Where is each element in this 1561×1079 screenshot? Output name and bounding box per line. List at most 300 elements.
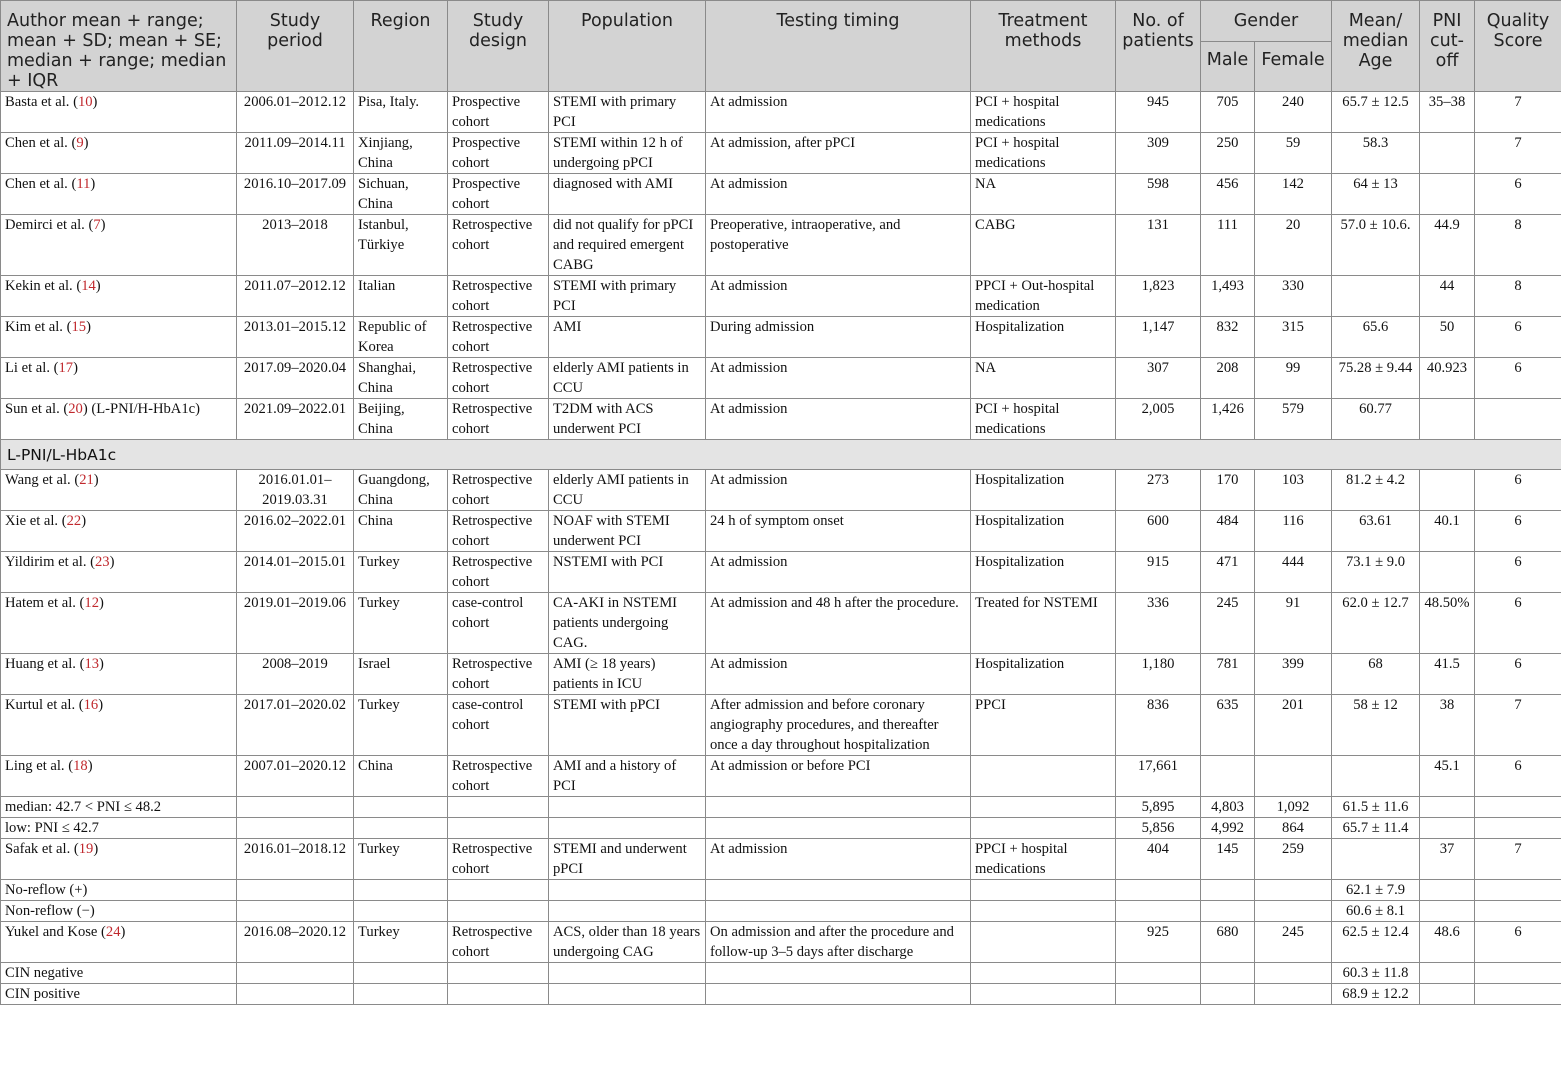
reference-number: 19 bbox=[78, 841, 94, 857]
study-period-cell: 2017.09–2020.04 bbox=[237, 358, 354, 399]
study-design-cell: Retrospective cohort bbox=[448, 470, 549, 511]
pni-cell: 48.6 bbox=[1420, 922, 1475, 963]
table-row bbox=[1, 358, 1561, 399]
female-cell bbox=[1255, 756, 1332, 797]
author-cell bbox=[1, 133, 237, 174]
author-suffix: ) bbox=[95, 278, 101, 294]
author-suffix: ) bbox=[87, 758, 93, 774]
female-cell: 245 bbox=[1255, 922, 1332, 963]
study-period-cell bbox=[237, 818, 354, 839]
table-row bbox=[1, 797, 1561, 818]
population-cell: AMI bbox=[549, 317, 706, 358]
population-cell: STEMI with pPCI bbox=[549, 695, 706, 756]
study-design-cell: Prospective cohort bbox=[448, 133, 549, 174]
quality-cell: 8 bbox=[1475, 276, 1561, 317]
male-cell: 680 bbox=[1201, 922, 1255, 963]
author-cell bbox=[1, 470, 237, 511]
study-period-cell: 2006.01–2012.12 bbox=[237, 92, 354, 133]
testing-timing-cell: At admission bbox=[706, 839, 971, 880]
testing-timing-cell: During admission bbox=[706, 317, 971, 358]
author-name: Wang et al. ( bbox=[5, 472, 80, 488]
reference-number: 7 bbox=[93, 217, 101, 233]
region-cell: Turkey bbox=[354, 552, 448, 593]
age-cell: 58 ± 12 bbox=[1332, 695, 1420, 756]
patients-cell: 1,180 bbox=[1116, 654, 1201, 695]
table-row bbox=[1, 511, 1561, 552]
population-cell: STEMI and underwent pPCI bbox=[549, 839, 706, 880]
female-cell: 201 bbox=[1255, 695, 1332, 756]
table-row bbox=[1, 984, 1561, 1005]
group1-body bbox=[1, 92, 1561, 440]
pni-cell bbox=[1420, 470, 1475, 511]
study-design-cell bbox=[448, 901, 549, 922]
treatment-cell: Hospitalization bbox=[971, 552, 1116, 593]
treatment-cell: Treated for NSTEMI bbox=[971, 593, 1116, 654]
quality-cell: 6 bbox=[1475, 511, 1561, 552]
section-label: L-PNI/L-HbA1c bbox=[1, 440, 1561, 470]
pni-cell: 44 bbox=[1420, 276, 1475, 317]
female-cell: 103 bbox=[1255, 470, 1332, 511]
table-row bbox=[1, 818, 1561, 839]
treatment-cell: CABG bbox=[971, 215, 1116, 276]
region-cell: Turkey bbox=[354, 695, 448, 756]
author-cell bbox=[1, 358, 237, 399]
female-cell: 142 bbox=[1255, 174, 1332, 215]
quality-cell bbox=[1475, 399, 1561, 440]
patients-cell: 1,147 bbox=[1116, 317, 1201, 358]
male-cell bbox=[1201, 963, 1255, 984]
population-cell: did not qualify for pPCI and required emergent CABG bbox=[549, 215, 706, 276]
patients-cell: 5,895 bbox=[1116, 797, 1201, 818]
patients-cell bbox=[1116, 901, 1201, 922]
quality-cell: 7 bbox=[1475, 695, 1561, 756]
testing-timing-cell: At admission bbox=[706, 276, 971, 317]
quality-cell bbox=[1475, 984, 1561, 1005]
population-cell: STEMI within 12 h of undergoing pPCI bbox=[549, 133, 706, 174]
region-cell: Shanghai, China bbox=[354, 358, 448, 399]
region-cell bbox=[354, 797, 448, 818]
table-row bbox=[1, 215, 1561, 276]
patients-cell: 915 bbox=[1116, 552, 1201, 593]
testing-timing-cell bbox=[706, 901, 971, 922]
female-cell bbox=[1255, 901, 1332, 922]
table-row bbox=[1, 92, 1561, 133]
pni-cell: 41.5 bbox=[1420, 654, 1475, 695]
quality-cell: 6 bbox=[1475, 470, 1561, 511]
female-cell: 259 bbox=[1255, 839, 1332, 880]
treatment-cell bbox=[971, 922, 1116, 963]
reference-number: 21 bbox=[79, 472, 94, 488]
pni-cell bbox=[1420, 552, 1475, 593]
male-cell: 245 bbox=[1201, 593, 1255, 654]
pni-cell: 50 bbox=[1420, 317, 1475, 358]
header-male: Male bbox=[1201, 42, 1255, 92]
testing-timing-cell: At admission bbox=[706, 92, 971, 133]
testing-timing-cell: 24 h of symptom onset bbox=[706, 511, 971, 552]
study-design-cell: Prospective cohort bbox=[448, 174, 549, 215]
study-design-cell: Retrospective cohort bbox=[448, 654, 549, 695]
age-cell: 65.7 ± 11.4 bbox=[1332, 818, 1420, 839]
table-row bbox=[1, 593, 1561, 654]
female-cell: 240 bbox=[1255, 92, 1332, 133]
male-cell bbox=[1201, 756, 1255, 797]
patients-cell bbox=[1116, 880, 1201, 901]
population-cell: AMI (≥ 18 years) patients in ICU bbox=[549, 654, 706, 695]
study-design-cell bbox=[448, 963, 549, 984]
age-cell bbox=[1332, 756, 1420, 797]
population-cell bbox=[549, 963, 706, 984]
age-cell: 62.5 ± 12.4 bbox=[1332, 922, 1420, 963]
study-design-cell: Retrospective cohort bbox=[448, 358, 549, 399]
author-name: Basta et al. ( bbox=[5, 94, 78, 110]
female-cell bbox=[1255, 963, 1332, 984]
male-cell: 111 bbox=[1201, 215, 1255, 276]
population-cell bbox=[549, 797, 706, 818]
author-cell bbox=[1, 963, 237, 984]
author-name: Xie et al. ( bbox=[5, 513, 67, 529]
author-name: No-reflow (+) bbox=[5, 882, 88, 898]
testing-timing-cell: At admission bbox=[706, 654, 971, 695]
author-suffix: ) bbox=[120, 924, 126, 940]
patients-cell: 309 bbox=[1116, 133, 1201, 174]
region-cell: China bbox=[354, 756, 448, 797]
study-period-cell bbox=[237, 880, 354, 901]
author-cell bbox=[1, 756, 237, 797]
age-cell: 63.61 bbox=[1332, 511, 1420, 552]
author-name: Yukel and Kose ( bbox=[5, 924, 106, 940]
study-period-cell: 2017.01–2020.02 bbox=[237, 695, 354, 756]
female-cell: 91 bbox=[1255, 593, 1332, 654]
patients-cell: 598 bbox=[1116, 174, 1201, 215]
patients-cell bbox=[1116, 963, 1201, 984]
study-period-cell: 2021.09–2022.01 bbox=[237, 399, 354, 440]
reference-number: 10 bbox=[77, 94, 93, 110]
patients-cell: 5,856 bbox=[1116, 818, 1201, 839]
table-row bbox=[1, 399, 1561, 440]
study-design-cell: Retrospective cohort bbox=[448, 215, 549, 276]
population-cell: T2DM with ACS underwent PCI bbox=[549, 399, 706, 440]
reference-number: 11 bbox=[76, 176, 91, 192]
author-name: median: 42.7 < PNI ≤ 48.2 bbox=[5, 799, 162, 815]
study-design-cell bbox=[448, 818, 549, 839]
male-cell: 170 bbox=[1201, 470, 1255, 511]
author-suffix: ) bbox=[99, 656, 104, 672]
quality-cell bbox=[1475, 901, 1561, 922]
author-cell bbox=[1, 92, 237, 133]
region-cell: China bbox=[354, 511, 448, 552]
treatment-cell bbox=[971, 963, 1116, 984]
header-author: Author mean + range; mean + SD; mean + SE; median + range; median + IQR bbox=[1, 1, 237, 92]
female-cell: 59 bbox=[1255, 133, 1332, 174]
study-period-cell: 2016.02–2022.01 bbox=[237, 511, 354, 552]
header-study-period: Study period bbox=[237, 1, 354, 92]
quality-cell: 8 bbox=[1475, 215, 1561, 276]
testing-timing-cell: On admission and after the procedure and follow-up 3–5 days after discharge bbox=[706, 922, 971, 963]
author-suffix: ) bbox=[86, 319, 91, 335]
table-row bbox=[1, 276, 1561, 317]
age-cell: 60.6 ± 8.1 bbox=[1332, 901, 1420, 922]
treatment-cell bbox=[971, 984, 1116, 1005]
table-row bbox=[1, 756, 1561, 797]
patients-cell: 17,661 bbox=[1116, 756, 1201, 797]
study-period-cell: 2008–2019 bbox=[237, 654, 354, 695]
treatment-cell bbox=[971, 901, 1116, 922]
study-period-cell: 2014.01–2015.01 bbox=[237, 552, 354, 593]
patients-cell: 1,823 bbox=[1116, 276, 1201, 317]
author-cell bbox=[1, 901, 237, 922]
age-cell: 60.3 ± 11.8 bbox=[1332, 963, 1420, 984]
author-name: Yildirim et al. ( bbox=[5, 554, 95, 570]
study-design-cell bbox=[448, 984, 549, 1005]
table-row bbox=[1, 880, 1561, 901]
male-cell: 832 bbox=[1201, 317, 1255, 358]
patients-cell bbox=[1116, 984, 1201, 1005]
author-suffix: ) bbox=[93, 472, 99, 488]
testing-timing-cell: At admission bbox=[706, 358, 971, 399]
quality-cell: 6 bbox=[1475, 317, 1561, 358]
male-cell bbox=[1201, 984, 1255, 1005]
patients-cell: 945 bbox=[1116, 92, 1201, 133]
table-row bbox=[1, 901, 1561, 922]
author-cell bbox=[1, 276, 237, 317]
study-period-cell: 2016.01–2018.12 bbox=[237, 839, 354, 880]
section-row bbox=[1, 440, 1561, 470]
pni-cell: 38 bbox=[1420, 695, 1475, 756]
study-period-cell: 2019.01–2019.06 bbox=[237, 593, 354, 654]
study-period-cell bbox=[237, 963, 354, 984]
quality-cell bbox=[1475, 963, 1561, 984]
treatment-cell bbox=[971, 880, 1116, 901]
female-cell bbox=[1255, 880, 1332, 901]
pni-cell bbox=[1420, 880, 1475, 901]
region-cell: Guangdong, China bbox=[354, 470, 448, 511]
male-cell: 484 bbox=[1201, 511, 1255, 552]
region-cell bbox=[354, 984, 448, 1005]
pni-cell: 40.1 bbox=[1420, 511, 1475, 552]
population-cell bbox=[549, 880, 706, 901]
reference-number: 12 bbox=[84, 595, 100, 611]
header-female: Female bbox=[1255, 42, 1332, 92]
author-suffix: ) bbox=[99, 595, 104, 611]
age-cell: 68.9 ± 12.2 bbox=[1332, 984, 1420, 1005]
author-name: Ling et al. ( bbox=[5, 758, 74, 774]
table-row bbox=[1, 922, 1561, 963]
testing-timing-cell: At admission bbox=[706, 470, 971, 511]
pni-cell: 35–38 bbox=[1420, 92, 1475, 133]
author-name: Chen et al. ( bbox=[5, 176, 77, 192]
testing-timing-cell: At admission bbox=[706, 174, 971, 215]
quality-cell: 6 bbox=[1475, 922, 1561, 963]
quality-cell bbox=[1475, 797, 1561, 818]
pni-cell bbox=[1420, 399, 1475, 440]
author-suffix: ) bbox=[83, 135, 89, 151]
pni-cell: 37 bbox=[1420, 839, 1475, 880]
quality-cell: 6 bbox=[1475, 593, 1561, 654]
age-cell: 73.1 ± 9.0 bbox=[1332, 552, 1420, 593]
pni-cell bbox=[1420, 797, 1475, 818]
male-cell bbox=[1201, 901, 1255, 922]
age-cell: 64 ± 13 bbox=[1332, 174, 1420, 215]
quality-cell: 7 bbox=[1475, 92, 1561, 133]
testing-timing-cell bbox=[706, 797, 971, 818]
author-suffix: ) bbox=[92, 94, 98, 110]
author-name: Hatem et al. ( bbox=[5, 595, 85, 611]
treatment-cell: PPCI bbox=[971, 695, 1116, 756]
reference-number: 14 bbox=[81, 278, 96, 294]
patients-cell: 307 bbox=[1116, 358, 1201, 399]
treatment-cell: PCI + hospital medications bbox=[971, 92, 1116, 133]
population-cell: STEMI with primary PCI bbox=[549, 92, 706, 133]
header-row bbox=[1, 1, 1561, 42]
study-period-cell: 2016.10–2017.09 bbox=[237, 174, 354, 215]
pni-cell bbox=[1420, 133, 1475, 174]
female-cell: 579 bbox=[1255, 399, 1332, 440]
region-cell: Israel bbox=[354, 654, 448, 695]
female-cell: 20 bbox=[1255, 215, 1332, 276]
table-row bbox=[1, 133, 1561, 174]
author-cell bbox=[1, 695, 237, 756]
study-design-cell: Retrospective cohort bbox=[448, 276, 549, 317]
author-cell bbox=[1, 880, 237, 901]
region-cell: Republic of Korea bbox=[354, 317, 448, 358]
patients-cell: 836 bbox=[1116, 695, 1201, 756]
study-design-cell: Retrospective cohort bbox=[448, 922, 549, 963]
quality-cell: 7 bbox=[1475, 839, 1561, 880]
treatment-cell: Hospitalization bbox=[971, 654, 1116, 695]
testing-timing-cell bbox=[706, 880, 971, 901]
author-cell bbox=[1, 593, 237, 654]
treatment-cell: PPCI + hospital medications bbox=[971, 839, 1116, 880]
male-cell: 635 bbox=[1201, 695, 1255, 756]
header-age: Mean/ median Age bbox=[1332, 1, 1420, 92]
male-cell: 456 bbox=[1201, 174, 1255, 215]
reference-number: 18 bbox=[73, 758, 88, 774]
region-cell: Pisa, Italy. bbox=[354, 92, 448, 133]
treatment-cell bbox=[971, 797, 1116, 818]
study-design-cell: Retrospective cohort bbox=[448, 552, 549, 593]
patients-cell: 273 bbox=[1116, 470, 1201, 511]
testing-timing-cell: Preoperative, intraoperative, and postoperative bbox=[706, 215, 971, 276]
patients-cell: 404 bbox=[1116, 839, 1201, 880]
study-design-cell: case-control cohort bbox=[448, 593, 549, 654]
study-period-cell: 2011.07–2012.12 bbox=[237, 276, 354, 317]
header-pni: PNI cut-off bbox=[1420, 1, 1475, 92]
treatment-cell: PPCI + Out-hospital medication bbox=[971, 276, 1116, 317]
testing-timing-cell: At admission bbox=[706, 552, 971, 593]
quality-cell: 6 bbox=[1475, 756, 1561, 797]
header-treatment: Treatment methods bbox=[971, 1, 1116, 92]
population-cell: AMI and a history of PCI bbox=[549, 756, 706, 797]
study-period-cell: 2013.01–2015.12 bbox=[237, 317, 354, 358]
treatment-cell bbox=[971, 818, 1116, 839]
author-name: low: PNI ≤ 42.7 bbox=[5, 820, 99, 836]
testing-timing-cell: At admission and 48 h after the procedure. bbox=[706, 593, 971, 654]
study-period-cell: 2007.01–2020.12 bbox=[237, 756, 354, 797]
study-period-cell bbox=[237, 797, 354, 818]
age-cell: 62.1 ± 7.9 bbox=[1332, 880, 1420, 901]
female-cell: 399 bbox=[1255, 654, 1332, 695]
author-suffix: ) bbox=[73, 360, 78, 376]
testing-timing-cell: At admission or before PCI bbox=[706, 756, 971, 797]
female-cell: 864 bbox=[1255, 818, 1332, 839]
region-cell: Turkey bbox=[354, 593, 448, 654]
male-cell: 1,426 bbox=[1201, 399, 1255, 440]
male-cell: 705 bbox=[1201, 92, 1255, 133]
table-row bbox=[1, 695, 1561, 756]
male-cell: 145 bbox=[1201, 839, 1255, 880]
treatment-cell: NA bbox=[971, 358, 1116, 399]
male-cell: 250 bbox=[1201, 133, 1255, 174]
female-cell: 1,092 bbox=[1255, 797, 1332, 818]
female-cell: 444 bbox=[1255, 552, 1332, 593]
age-cell: 58.3 bbox=[1332, 133, 1420, 174]
author-cell bbox=[1, 511, 237, 552]
testing-timing-cell: After admission and before coronary angiography procedures, and thereafter once a day throughout hospitalization bbox=[706, 695, 971, 756]
study-design-cell: Retrospective cohort bbox=[448, 756, 549, 797]
treatment-cell: PCI + hospital medications bbox=[971, 133, 1116, 174]
reference-number: 9 bbox=[76, 135, 84, 151]
author-name: Huang et al. ( bbox=[5, 656, 85, 672]
pni-cell: 40.923 bbox=[1420, 358, 1475, 399]
author-name: CIN negative bbox=[5, 965, 84, 981]
population-cell: diagnosed with AMI bbox=[549, 174, 706, 215]
reference-number: 22 bbox=[66, 513, 82, 529]
age-cell: 75.28 ± 9.44 bbox=[1332, 358, 1420, 399]
study-period-cell: 2016.01.01–2019.03.31 bbox=[237, 470, 354, 511]
testing-timing-cell bbox=[706, 818, 971, 839]
population-cell: STEMI with primary PCI bbox=[549, 276, 706, 317]
pni-cell bbox=[1420, 963, 1475, 984]
region-cell bbox=[354, 963, 448, 984]
patients-cell: 336 bbox=[1116, 593, 1201, 654]
author-name: Kurtul et al. ( bbox=[5, 697, 84, 713]
author-cell bbox=[1, 174, 237, 215]
male-cell: 208 bbox=[1201, 358, 1255, 399]
testing-timing-cell: At admission, after pPCI bbox=[706, 133, 971, 174]
female-cell: 99 bbox=[1255, 358, 1332, 399]
reference-number: 23 bbox=[94, 554, 110, 570]
header-quality: Quality Score bbox=[1475, 1, 1561, 92]
age-cell: 62.0 ± 12.7 bbox=[1332, 593, 1420, 654]
study-period-cell: 2016.08–2020.12 bbox=[237, 922, 354, 963]
study-period-cell: 2013–2018 bbox=[237, 215, 354, 276]
author-cell bbox=[1, 215, 237, 276]
testing-timing-cell bbox=[706, 963, 971, 984]
testing-timing-cell: At admission bbox=[706, 399, 971, 440]
patients-cell: 2,005 bbox=[1116, 399, 1201, 440]
header-gender: Gender bbox=[1201, 1, 1332, 42]
age-cell: 81.2 ± 4.2 bbox=[1332, 470, 1420, 511]
age-cell: 57.0 ± 10.6. bbox=[1332, 215, 1420, 276]
patients-cell: 600 bbox=[1116, 511, 1201, 552]
table-row bbox=[1, 552, 1561, 593]
author-name: Li et al. ( bbox=[5, 360, 59, 376]
reference-number: 24 bbox=[105, 924, 121, 940]
author-cell bbox=[1, 654, 237, 695]
header-study-design: Study design bbox=[448, 1, 549, 92]
author-cell bbox=[1, 317, 237, 358]
quality-cell bbox=[1475, 818, 1561, 839]
treatment-cell bbox=[971, 756, 1116, 797]
region-cell bbox=[354, 818, 448, 839]
author-suffix: ) (L-PNI/H-HbA1c) bbox=[82, 401, 200, 417]
age-cell: 65.6 bbox=[1332, 317, 1420, 358]
pni-cell: 48.50% bbox=[1420, 593, 1475, 654]
region-cell: Beijing, China bbox=[354, 399, 448, 440]
author-cell bbox=[1, 552, 237, 593]
author-suffix: ) bbox=[109, 554, 115, 570]
author-name: Kekin et al. ( bbox=[5, 278, 82, 294]
